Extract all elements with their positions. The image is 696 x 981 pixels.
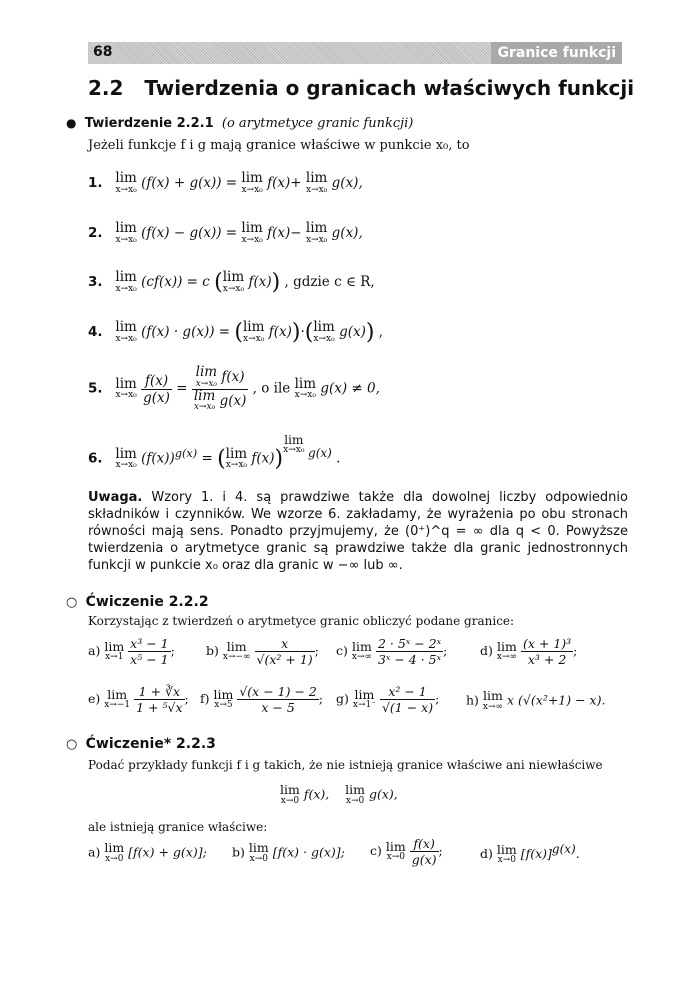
exercise-2-but: ale istnieją granice właściwe: — [88, 820, 268, 834]
exercise-2-intro: Podać przykłady funkcji f i g takich, że nie istnieją granice właściwe ani niewłaściwe — [88, 758, 603, 772]
formula-number: 5. — [88, 380, 103, 397]
formula-5: 5. lim x→x₀ $\frac{f(x)}{g(x)}$ = lim x→x₀ f(x) lim x→x₀ g(x) , o ile lim x→x₀ g(x) ≠ 0, — [88, 364, 380, 412]
exercise-1-item-b: b) lim x→−∞ $\frac{x}{\text{√(x² + 1)}}$ ; — [206, 636, 319, 667]
theorem-heading — [66, 116, 413, 131]
exercise-2-heading — [66, 736, 216, 752]
running-header — [88, 42, 622, 64]
exercise-2-label: Ćwiczenie* 2.2.3 — [85, 736, 216, 752]
running-title: Granice funkcji — [491, 42, 622, 64]
section-number: 2.2 — [88, 76, 124, 100]
exercise-1-intro: Korzystając z twierdzeń o arytmetyce granic obliczyć podane granice: — [88, 614, 515, 628]
note-text: Wzory 1. i 4. są prawdziwe także dla dowolnej liczby odpowiednio składników i czynników. We wzorze 6. zakładamy, że wyrażenia po obu stronach równości mają sens. Ponadto przyjmujemy, że (0⁺)^q = ∞ dla q < 0. Powyższe twierdzenia o arytmetyce granic są prawdziwe także dla granic jednostronnych funkcji w punkcie x₀ oraz dla granic w −∞ lub ∞. — [88, 490, 628, 573]
circle-bullet-icon: ○ — [66, 737, 78, 752]
formula-1: 1. lim x→x₀ (f(x) + g(x)) = lim x→x₀ f(x)+ lim x→x₀ g(x), — [88, 170, 363, 195]
note-label: Uwaga. — [88, 490, 143, 505]
exercise-1-item-e: e) lim x→−1 $\frac{1 + ∛x}{\text{1 + ⁵√x}}$ ; — [88, 684, 189, 715]
exercise-1-item-h: h) lim x→∞ x (√(x²+1) − x). — [466, 688, 606, 712]
exercise-2-item-a: a) lim x→0 [f(x) + g(x)]; — [88, 840, 207, 864]
note-paragraph — [88, 489, 628, 574]
exercise-2-item-c: c) lim x→0 $\frac{f(x)}{g(x)}$ ; — [370, 836, 443, 867]
circle-bullet-icon: ○ — [66, 595, 78, 610]
formula-number: 4. — [88, 324, 103, 340]
exercise-1-item-f: f) lim x→5 $\frac{√(x - 1) - 2}{x - 5}$ ; — [200, 684, 324, 715]
formula-6: 6. lim x→x₀ $(f(x))^{g(x)}$ = ( lim x→x₀ f(x)) $^{lim x\to x_0 g(x)}$ . — [88, 433, 341, 472]
exercise-1-item-g: g) lim x→1⁻ $\frac{\text{x² − 1}}{√(1 - x)}$ ; — [336, 684, 440, 715]
exercise-1-item-c: c) lim x→∞ $\frac{\text{2 · 5ˣ − 2ˣ}}{\text{3ˣ − 4 · 5ˣ}}$ ; — [336, 636, 448, 667]
bullet-icon: ● — [66, 116, 77, 130]
theorem-intro: Jeżeli funkcje f i g mają granice właściwe w punkcie x₀, to — [88, 138, 470, 153]
formula-3: 3. lim x→x₀ (cf(x)) = c ( lim x→x₀ f(x)) , gdzie c ∈ R, — [88, 269, 375, 295]
section-heading — [88, 76, 634, 100]
formula-number: 1. — [88, 174, 103, 191]
exercise-2-limits: lim x→0 f(x), lim x→0 g(x), — [280, 782, 398, 806]
exercise-1-item-d: d) lim x→∞ $\frac{\text{(x + 1)³}}{\text{x³ + 2}}$ ; — [480, 636, 578, 667]
exercise-1-heading — [66, 594, 209, 610]
formula-number: 2. — [88, 224, 103, 241]
formula-4: 4. lim x→x₀ (f(x) · g(x)) = ( lim x→x₀ f(x))·( lim x→x₀ g(x)) , — [88, 319, 384, 345]
formula-number: 3. — [88, 274, 103, 290]
theorem-subtitle: (o arytmetyce granic funkcji) — [221, 116, 414, 131]
formula-number: 6. — [88, 450, 103, 467]
section-title: Twierdzenia o granicach właściwych funkcji — [144, 76, 635, 100]
page-number: 68 — [93, 44, 113, 60]
exercise-1-label: Ćwiczenie 2.2.2 — [85, 594, 209, 610]
formula-2: 2. lim x→x₀ (f(x) − g(x)) = lim x→x₀ f(x)− lim x→x₀ g(x), — [88, 220, 363, 245]
exercise-1-item-a: a) lim x→1 $\frac{\text{x³ − 1}}{\text{x⁵ − 1}}$ ; — [88, 636, 175, 667]
exercise-2-item-d: d) lim x→0 $[f(x)]^{g(x)}$. — [480, 841, 580, 866]
theorem-label: Twierdzenie 2.2.1 — [84, 116, 214, 131]
exercise-2-item-b: b) lim x→0 [f(x) · g(x)]; — [232, 840, 345, 864]
